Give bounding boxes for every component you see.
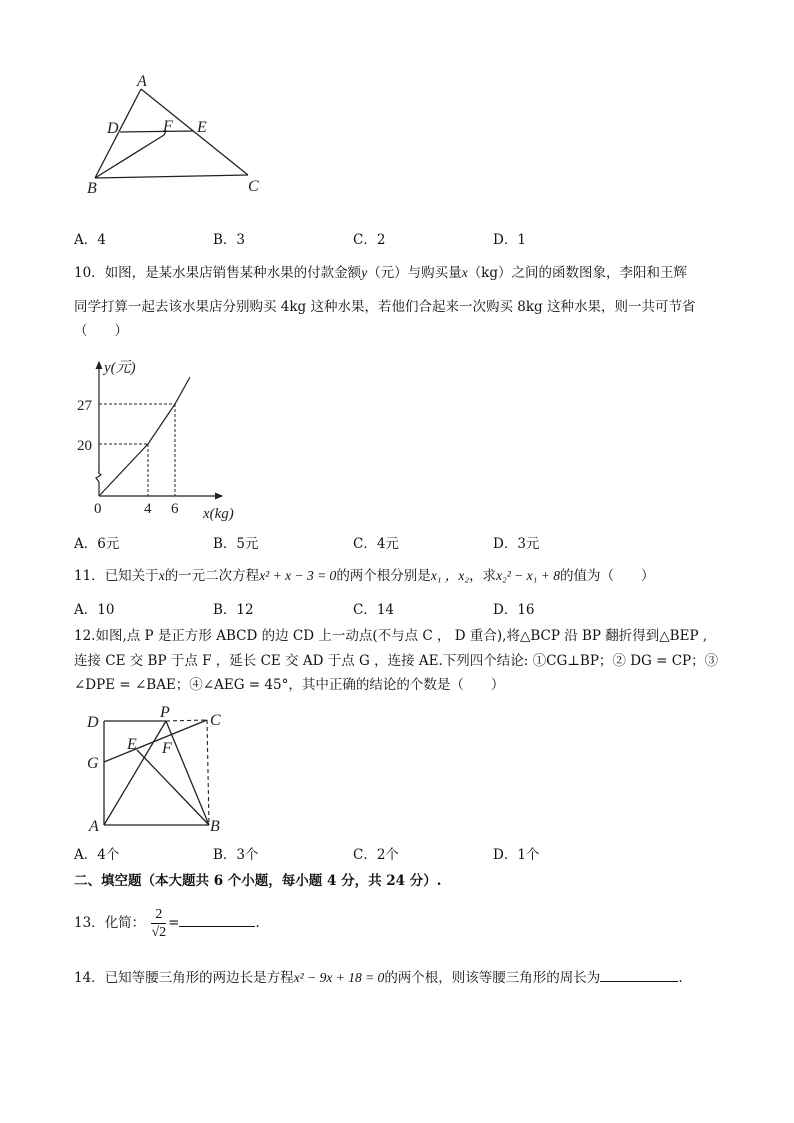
y-tick-20: 20 xyxy=(77,438,92,454)
q10-function-graph xyxy=(70,350,270,525)
q10-option-c[interactable]: C．4元 xyxy=(353,536,399,552)
q9-option-b[interactable]: B．3 xyxy=(213,232,246,248)
q11-option-d[interactable]: D．16 xyxy=(493,602,535,618)
label-C: C xyxy=(248,178,259,195)
q13-answer-blank[interactable] xyxy=(179,925,255,927)
q12-line-2: 连接 CE 交 BP 于点 F ，延长 CE 交 AD 于点 G ，连接 AE.下列四个结论: ①CG⊥BP；② DG = CP；③ xyxy=(74,653,719,669)
section-heading-fill-in: 二、填空题（本大题共 6 个小题，每小题 4 分，共 24 分）. xyxy=(74,873,442,889)
x-tick-0: 0 xyxy=(94,501,102,517)
q11-question: 11．已知关于x的一元二次方程x² + x − 3 = 0的两个根分别是x₁ ，x₂，求x₂² − x₁ + 8的值为（ ） xyxy=(74,568,655,584)
q12-line-3: ∠DPE = ∠BAE；④∠AEG = 45°，其中正确的结论的个数是（ ） xyxy=(74,677,505,693)
label-C: C xyxy=(210,712,221,729)
label-G: G xyxy=(87,755,99,772)
y-axis-label: y(元) xyxy=(104,360,136,376)
q14-answer-blank[interactable] xyxy=(600,980,678,982)
q9-option-d[interactable]: D．1 xyxy=(493,232,526,248)
label-B: B xyxy=(210,818,220,835)
q12-option-b[interactable]: B．3个 xyxy=(213,847,259,863)
label-D: D xyxy=(87,714,99,731)
label-P: P xyxy=(160,704,170,721)
label-A: A xyxy=(137,73,147,90)
q9-option-c[interactable]: C．2 xyxy=(353,232,386,248)
q12-option-a[interactable]: A．4个 xyxy=(74,847,120,863)
q12-square-figure xyxy=(80,700,240,840)
q12-option-d[interactable]: D．1个 xyxy=(493,847,540,863)
q13-fraction: $\frac{2}{√2}$ xyxy=(151,906,167,940)
q11-option-a[interactable]: A．10 xyxy=(74,602,115,618)
label-F: F xyxy=(163,118,173,135)
q12-line-1: 12.如图,点 P 是正方形 ABCD 的边 CD 上一动点(不与点 C ， D 重合),将△BCP 沿 BP 翻折得到△BEP , xyxy=(74,628,708,644)
label-F: F xyxy=(162,740,172,757)
y-tick-27: 27 xyxy=(77,398,92,414)
x-axis-label: x(kg) xyxy=(203,506,234,522)
q13-question: 13．化简： $\frac{2}{√2}$ = . xyxy=(74,906,260,940)
x-tick-6: 6 xyxy=(171,501,179,517)
label-E: E xyxy=(127,736,137,753)
q12-option-c[interactable]: C．2个 xyxy=(353,847,399,863)
q9-triangle-figure xyxy=(70,60,290,200)
q10-option-a[interactable]: A．6元 xyxy=(74,536,120,552)
q11-option-b[interactable]: B．12 xyxy=(213,602,254,618)
q10-line-2: 同学打算一起去该水果店分别购买 4kg 这种水果，若他们合起来一次购买 8kg 这种水果，则一共可节省 xyxy=(74,299,696,315)
q10-option-d[interactable]: D．3元 xyxy=(493,536,540,552)
q11-option-c[interactable]: C．14 xyxy=(353,602,395,618)
label-D: D xyxy=(107,120,119,137)
q9-option-a[interactable]: A．4 xyxy=(74,232,106,248)
label-A: A xyxy=(89,818,99,835)
label-E: E xyxy=(197,119,207,136)
x-tick-4: 4 xyxy=(144,501,152,517)
q10-line-1: 10．如图，是某水果店销售某种水果的付款金额y（元）与购买量x（kg）之间的函数图象，李阳和王辉 xyxy=(74,265,688,281)
q14-question: 14．已知等腰三角形的两边长是方程x² − 9x + 18 = 0的两个根，则该等腰三角形的周长为 . xyxy=(74,970,683,986)
q10-option-b[interactable]: B．5元 xyxy=(213,536,259,552)
label-B: B xyxy=(87,180,97,197)
q10-answer-paren: （ ） xyxy=(74,323,128,339)
